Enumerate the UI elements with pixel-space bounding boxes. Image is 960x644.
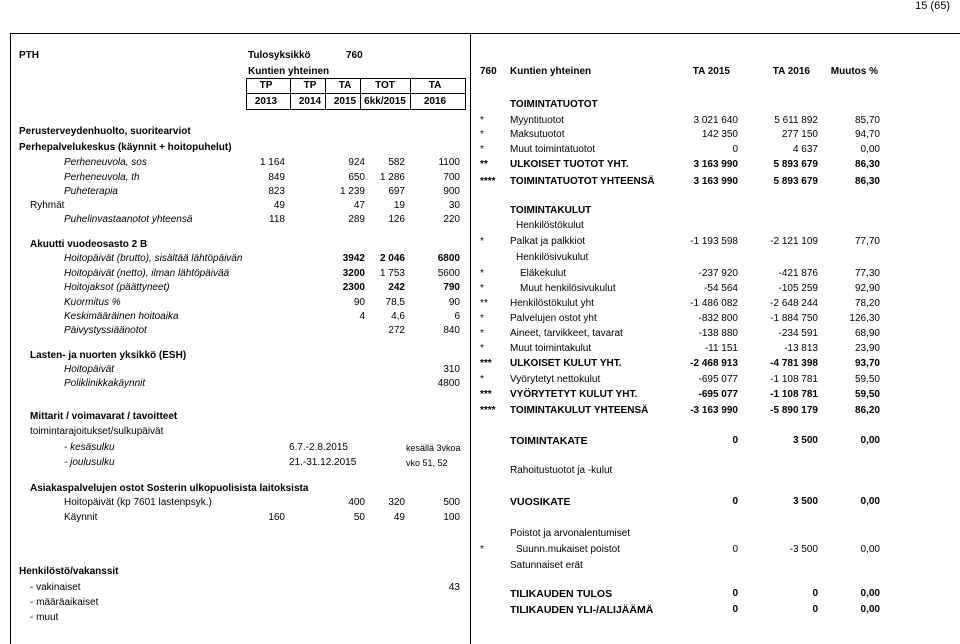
right-row-label: Satunnaiset erät — [510, 560, 583, 571]
right-cell-value: -234 591 — [778, 328, 818, 339]
left-cell-value: 400 — [348, 497, 365, 508]
right-cell-value: 0,00 — [860, 435, 880, 446]
right-cell-value: 86,30 — [854, 159, 880, 170]
left-row-label: Puhelinvastaanotot yhteensä — [64, 214, 193, 225]
right-cell-value: -54 564 — [704, 283, 738, 294]
right-cell-value: 85,70 — [854, 115, 880, 126]
right-col-ta2016: TA 2016 — [772, 66, 810, 77]
left-cell-value: 4800 — [437, 378, 460, 389]
unit-number: 760 — [346, 50, 363, 61]
left-row-label: Perusterveydenhuolto, suoritearviot — [19, 126, 191, 137]
left-cell-value: 118 — [269, 214, 285, 225]
left-border — [10, 33, 11, 644]
left-cell-value: 100 — [443, 512, 460, 523]
right-row-marker: *** — [480, 358, 492, 369]
col-type: TP — [303, 80, 317, 91]
right-row-label: Palkat ja palkkiot — [510, 236, 586, 247]
left-row-label: Perheneuvola, sos — [64, 157, 147, 168]
right-row-marker: * — [480, 115, 484, 126]
right-cell-value: 68,90 — [854, 328, 880, 339]
left-cell-value: 160 — [268, 512, 285, 523]
left-cell-value: 849 — [268, 172, 285, 183]
right-row-label: TILIKAUDEN TULOS — [510, 588, 613, 600]
right-cell-value: 3 021 640 — [693, 115, 738, 126]
right-cell-value: 0 — [732, 588, 738, 599]
left-cell-value: 47 — [353, 200, 365, 211]
right-cell-value: 4 637 — [792, 144, 818, 155]
left-cell-value: 3942 — [342, 253, 365, 264]
right-cell-value: -1 108 781 — [770, 389, 818, 400]
right-cell-value: -4 781 398 — [770, 358, 818, 369]
left-row-label: - vakinaiset — [30, 582, 81, 593]
left-cell-value: kesällä 3vkoa — [406, 443, 461, 453]
left-row-label: Perhepalvelukeskus (käynnit + hoitopuhelut) — [19, 142, 232, 153]
left-cell-value: 790 — [443, 282, 460, 293]
left-row-label: Hoitopäivät (netto), ilman lähtöpäivää — [64, 268, 230, 279]
right-cell-value: 86,30 — [854, 176, 880, 187]
right-cell-value: -138 880 — [698, 328, 738, 339]
right-cell-value: -3 500 — [789, 544, 818, 555]
left-cell-value: 840 — [443, 325, 460, 336]
right-cell-value: 0 — [732, 144, 738, 155]
right-cell-value: 142 350 — [701, 129, 738, 140]
right-cell-value: 0,00 — [860, 496, 880, 507]
right-row-marker: * — [480, 328, 484, 339]
right-cell-value: 3 163 990 — [693, 176, 738, 187]
right-row-marker: * — [480, 283, 484, 294]
right-cell-value: 3 163 990 — [693, 159, 738, 170]
right-row-label: Palvelujen ostot yht — [510, 313, 597, 324]
left-cell-value: 90 — [353, 297, 365, 308]
right-cell-value: -695 077 — [698, 389, 738, 400]
right-cell-value: 5 611 892 — [774, 115, 818, 126]
left-row-label: Hoitopäivät — [64, 364, 115, 375]
right-row-label: Muut toimintatuotot — [510, 144, 596, 155]
left-row-label: Poliklinikkakäynnit — [64, 378, 146, 389]
right-col-ta2015: TA 2015 — [692, 66, 730, 77]
left-cell-value: 320 — [388, 497, 405, 508]
unit-name: Kuntien yhteinen — [248, 66, 330, 77]
left-row-label: Käynnit — [64, 512, 98, 523]
right-row-label: TILIKAUDEN YLI-/ALIJÄÄMÄ — [510, 604, 654, 616]
right-cell-value: 126,30 — [849, 313, 880, 324]
col-year: 2016 — [423, 96, 447, 107]
right-row-label: Muut henkilösivukulut — [520, 283, 616, 294]
right-row-marker: *** — [480, 389, 492, 400]
right-cell-value: 77,30 — [854, 268, 880, 279]
left-cell-value: 30 — [448, 200, 460, 211]
right-row-label: Eläkekulut — [520, 268, 567, 279]
left-cell-value: 6 — [454, 311, 460, 322]
right-row-marker: * — [480, 313, 484, 324]
col-year: 2013 — [254, 96, 278, 107]
right-cell-value: -13 813 — [784, 343, 818, 354]
left-cell-value: 3200 — [342, 268, 365, 279]
right-cell-value: -421 876 — [778, 268, 818, 279]
left-cell-value: 582 — [388, 157, 405, 168]
right-row-label: TOIMINTATUOTOT YHTEENSÄ — [510, 176, 655, 187]
right-cell-value: -695 077 — [698, 374, 738, 385]
left-row-label: Keskimääräinen hoitoaika — [64, 311, 179, 322]
col-type: TA — [428, 80, 442, 91]
right-row-marker: * — [480, 374, 484, 385]
right-cell-value: 0,00 — [860, 144, 880, 155]
right-row-label: Myyntituotot — [510, 115, 564, 126]
left-row-label: toimintarajoitukset/sulkupäivät — [30, 426, 164, 437]
right-row-label: VYÖRYTETYT KULUT YHT. — [510, 389, 638, 400]
right-cell-value: 0,00 — [860, 588, 880, 599]
right-cell-value: 92,90 — [854, 283, 880, 294]
right-row-label: TOIMINTAKULUT — [510, 205, 592, 216]
left-cell-value: 6800 — [437, 253, 460, 264]
left-row-label: Puheterapia — [64, 186, 118, 197]
right-row-marker: * — [480, 236, 484, 247]
left-row-label: Mittarit / voimavarat / tavoitteet — [30, 411, 178, 422]
right-cell-value: -3 163 990 — [690, 405, 738, 416]
right-cell-value: 0 — [732, 435, 738, 446]
left-cell-value: 500 — [443, 497, 460, 508]
right-row-marker: * — [480, 129, 484, 140]
right-cell-value: 23,90 — [854, 343, 880, 354]
left-row-label: Päivystyssiäänotot — [64, 325, 147, 336]
right-row-label: Henkilöstökulut — [516, 220, 584, 231]
left-row-label: Henkilöstö/vakanssit — [19, 566, 119, 577]
right-cell-value: -5 890 179 — [770, 405, 818, 416]
left-cell-value: 1 239 — [339, 186, 365, 197]
right-cell-value: 59,50 — [854, 374, 880, 385]
right-cell-value: 59,50 — [854, 389, 880, 400]
left-cell-value: 4,6 — [391, 311, 405, 322]
unit-label: Tulosyksikkö — [248, 50, 311, 61]
left-cell-value: 2300 — [342, 282, 365, 293]
right-cell-value: -2 121 109 — [770, 236, 818, 247]
page-number: 15 (65) — [915, 0, 950, 12]
left-cell-value: 697 — [388, 186, 405, 197]
left-cell-value: 1 164 — [259, 157, 285, 168]
left-row-label: Hoitopäivät (brutto), sisältää lähtöpäivän — [64, 253, 243, 264]
right-cell-value: 94,70 — [854, 129, 880, 140]
right-row-marker: ** — [480, 298, 488, 309]
right-row-label: TOIMINTATUOTOT — [510, 99, 598, 110]
right-row-label: Henkilösivukulut — [516, 252, 589, 263]
right-cell-value: -1 193 598 — [690, 236, 738, 247]
right-cell-value: 0 — [732, 496, 738, 507]
left-cell-value: 19 — [393, 200, 405, 211]
right-cell-value: 3 500 — [792, 496, 818, 507]
col-type: TP — [259, 80, 273, 91]
left-cell-value: 2 046 — [379, 253, 405, 264]
right-cell-value: 277 150 — [781, 129, 818, 140]
right-cell-value: 78,20 — [854, 298, 880, 309]
col-type: TA — [338, 80, 352, 91]
left-row-label: Ryhmät — [30, 200, 65, 211]
right-cell-value: 3 500 — [792, 435, 818, 446]
right-cell-value: -237 920 — [698, 268, 738, 279]
left-cell-value: 4 — [359, 311, 365, 322]
left-cell-value: 6.7.-2.8.2015 — [289, 442, 348, 453]
left-cell-value: 43 — [448, 582, 460, 593]
right-cell-value: -2 468 913 — [690, 358, 738, 369]
left-cell-value: 1 753 — [379, 268, 405, 279]
left-row-label: Hoitopäivät (kp 7601 lastenpsyk.) — [64, 497, 212, 508]
pth-label: PTH — [19, 50, 39, 61]
left-cell-value: vko 51, 52 — [406, 458, 448, 468]
left-row-label: Lasten- ja nuorten yksikkö (ESH) — [30, 350, 187, 361]
left-cell-value: 5600 — [437, 268, 460, 279]
right-row-marker: * — [480, 268, 484, 279]
left-cell-value: 900 — [443, 186, 460, 197]
right-cell-value: 0 — [812, 604, 818, 615]
right-cell-value: 0,00 — [860, 604, 880, 615]
col-year: 2014 — [298, 96, 322, 107]
right-row-label: Vyörytetyt nettokulut — [510, 374, 601, 385]
right-cell-value: -1 486 082 — [690, 298, 738, 309]
left-row-label: Akuutti vuodeosasto 2 B — [30, 239, 148, 250]
right-row-label: Aineet, tarvikkeet, tavarat — [510, 328, 623, 339]
col-year: 2015 — [333, 96, 357, 107]
right-cell-value: -832 800 — [698, 313, 738, 324]
right-cell-value: -105 259 — [778, 283, 818, 294]
left-cell-value: 289 — [348, 214, 365, 225]
right-cell-value: 77,70 — [854, 236, 880, 247]
right-row-label: Henkilöstökulut yht — [510, 298, 594, 309]
right-row-label: TOIMINTAKATE — [510, 435, 588, 447]
left-cell-value: 272 — [388, 325, 405, 336]
right-cell-value: 5 893 679 — [773, 159, 818, 170]
right-row-label: VUOSIKATE — [510, 496, 571, 508]
right-cell-value: 93,70 — [854, 358, 880, 369]
right-row-marker: * — [480, 144, 484, 155]
right-row-label: Maksutuotot — [510, 129, 565, 140]
left-cell-value: 49 — [393, 512, 405, 523]
left-row-label: Asiakaspalvelujen ostot Sosterin ulkopuolisista laitoksista — [30, 483, 309, 494]
right-row-label: Suunn.mukaiset poistot — [516, 544, 620, 555]
left-cell-value: 220 — [443, 214, 460, 225]
right-row-label: TOIMINTAKULUT YHTEENSÄ — [510, 405, 649, 416]
left-cell-value: 126 — [388, 214, 405, 225]
right-row-label: Rahoitustuotot ja -kulut — [510, 465, 613, 476]
right-cell-value: 0,00 — [860, 544, 880, 555]
left-row-label: Perheneuvola, th — [64, 172, 140, 183]
left-cell-value: 924 — [348, 157, 365, 168]
left-cell-value: 823 — [268, 186, 285, 197]
left-row-label: - määräaikaiset — [30, 597, 99, 608]
right-cell-value: -1 108 781 — [770, 374, 818, 385]
left-cell-value: 90 — [448, 297, 460, 308]
left-cell-value: 1 286 — [379, 172, 405, 183]
left-row-label: - muut — [30, 612, 59, 623]
right-row-label: Poistot ja arvonalentumiset — [510, 528, 631, 539]
col-type: TOT — [375, 80, 395, 91]
right-row-label: ULKOISET TUOTOT YHT. — [510, 159, 629, 170]
right-row-marker: * — [480, 343, 484, 354]
right-cell-value: -11 151 — [704, 343, 738, 354]
left-cell-value: 78,5 — [385, 297, 405, 308]
right-cell-value: 5 893 679 — [773, 176, 818, 187]
right-code: 760 — [480, 66, 497, 77]
left-cell-value: 700 — [443, 172, 460, 183]
left-cell-value: 49 — [273, 200, 285, 211]
column-divider — [470, 33, 471, 644]
right-cell-value: 0 — [732, 544, 738, 555]
left-cell-value: 21.-31.12.2015 — [289, 457, 357, 468]
left-cell-value: 50 — [353, 512, 365, 523]
right-row-label: Muut toimintakulut — [510, 343, 592, 354]
right-row-marker: **** — [480, 405, 496, 416]
right-row-marker: **** — [480, 176, 496, 187]
right-cell-value: 86,20 — [854, 405, 880, 416]
page-top-rule — [10, 33, 960, 34]
left-row-label: - kesäsulku — [64, 442, 115, 453]
left-row-label: - joulusulku — [64, 457, 115, 468]
right-row-marker: ** — [480, 159, 488, 170]
right-name: Kuntien yhteinen — [510, 66, 592, 77]
right-row-marker: * — [480, 544, 484, 555]
right-cell-value: 0 — [732, 604, 738, 615]
right-cell-value: -1 884 750 — [770, 313, 818, 324]
left-cell-value: 1100 — [438, 157, 460, 168]
right-row-label: ULKOISET KULUT YHT. — [510, 358, 622, 369]
left-row-label: Kuormitus % — [64, 297, 121, 308]
left-row-label: Hoitojaksot (päättyneet) — [64, 282, 170, 293]
right-cell-value: 0 — [812, 588, 818, 599]
left-cell-value: 650 — [348, 172, 365, 183]
right-cell-value: -2 648 244 — [770, 298, 818, 309]
left-cell-value: 310 — [443, 364, 460, 375]
right-col-change: Muutos % — [830, 66, 878, 77]
col-year: 6kk/2015 — [364, 96, 406, 107]
left-cell-value: 242 — [388, 282, 405, 293]
